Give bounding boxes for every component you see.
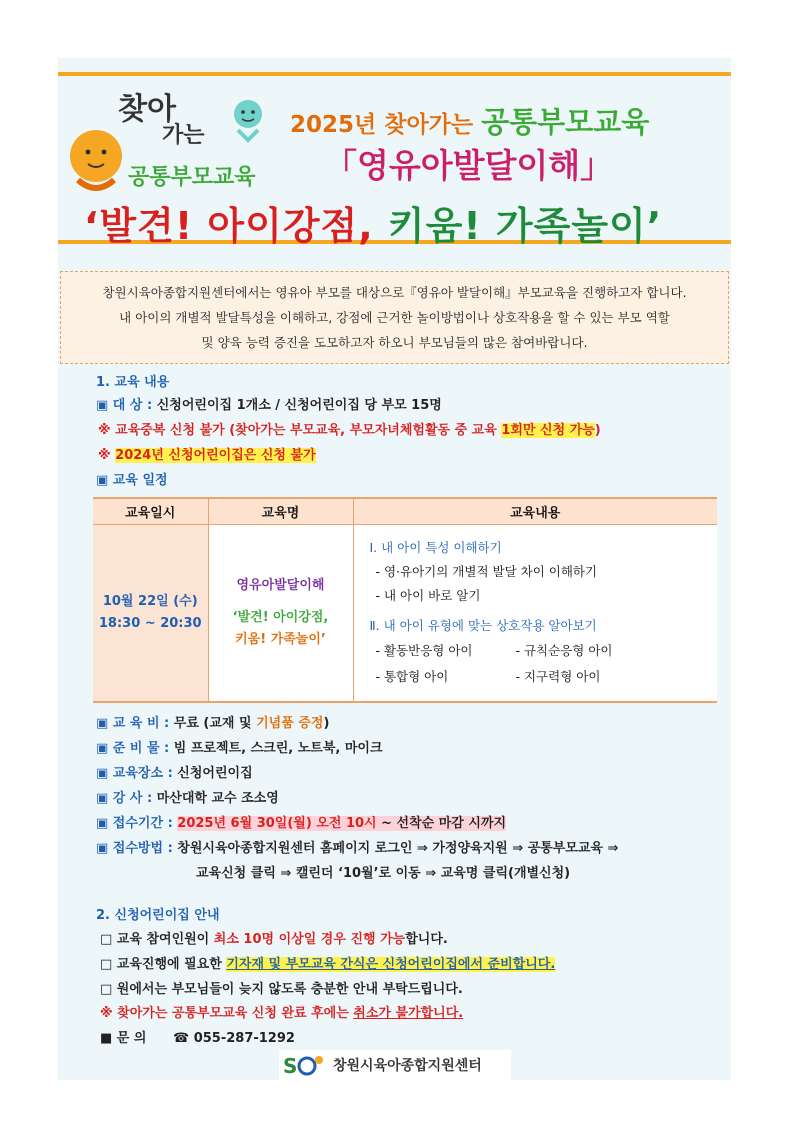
contact-phone: ☎ 055-287-1292	[172, 1031, 295, 1046]
intro-line-2: 내 아이의 개별적 발달특성을 이해하고, 강점에 근거한 놀이방법이나 상호작용을 할 수 있는 부모 역할	[119, 310, 670, 325]
place-value: 신청어린이집	[172, 766, 253, 781]
guide-item-4	[100, 1002, 463, 1021]
table-row	[93, 524, 717, 702]
table-header-row	[93, 498, 717, 524]
place-label: ▣ 교육장소 :	[96, 766, 173, 781]
guide2-text: □ 교육진행에 필요한	[100, 957, 227, 972]
intro-box	[60, 271, 729, 364]
guide-item-2	[100, 953, 555, 972]
logo-text-1: 찾아	[118, 92, 176, 127]
fee-gift: 기념품 증정	[256, 716, 324, 731]
method-line-1: 창원시육아종합지원센터 홈페이지 로그인 ⇒ 가정양육지원 ⇒ 공통부모교육 ⇒	[172, 841, 619, 856]
method-row	[96, 837, 618, 856]
header-content: 교육내용	[353, 498, 717, 524]
part2-item: - 활동반응형 아이	[375, 642, 473, 658]
period-start: 2025년 6월 30일(월) 오전 10시	[177, 816, 377, 831]
guide4-underline: 취소가 불가합니다.	[353, 1006, 464, 1021]
guide1-text: □ 교육 참여인원이	[100, 932, 214, 947]
contact-label: ■ 문 의	[100, 1031, 147, 1046]
target-value: 신청어린이집 1개소 / 신청어린이집 당 부모 15명	[152, 398, 442, 413]
part2-row	[370, 638, 718, 664]
title-subtitle: 「영유아발달이해」	[324, 146, 614, 185]
course-name: 영유아발달이해	[236, 578, 325, 594]
note-2024	[98, 444, 316, 463]
fee-row	[96, 712, 329, 731]
part2-row	[370, 664, 718, 690]
target-label: ▣ 대 상 :	[96, 398, 153, 413]
section2-title: 2. 신청어린이집 안내	[96, 908, 220, 923]
program-logo	[66, 84, 281, 196]
cell-name	[208, 524, 353, 702]
date-text: 10월 22일 (수)	[102, 593, 198, 609]
note-duplicate	[98, 419, 601, 438]
fee-label: ▣ 교 육 비 :	[96, 716, 170, 731]
note1-highlight: 1회만 신청 가능	[501, 423, 595, 438]
lecturer-value: 마산대학 교수 조소영	[152, 791, 279, 806]
target-row	[96, 394, 442, 413]
part2-title: Ⅱ. 내 아이 유형에 맞는 상호작용 알아보기	[369, 617, 597, 633]
place-row	[96, 762, 253, 781]
part1-title: Ⅰ. 내 아이 특성 이해하기	[369, 539, 502, 555]
header-date: 교육일시	[93, 498, 208, 524]
logo-text-3: 공통부모교육	[128, 165, 256, 190]
method-label: ▣ 접수방법 :	[96, 841, 173, 856]
method-line-2: 교육신청 클릭 ⇒ 캘린더 ‘10월’로 이동 ⇒ 교육명 클릭(개별신청)	[196, 866, 571, 881]
slogan-part1: ‘발견! 아이강점,	[84, 204, 388, 248]
title-slogan	[84, 195, 662, 250]
section1-title: 1. 교육 내용	[96, 375, 170, 390]
title-year-line	[290, 100, 649, 141]
lecturer-row	[96, 787, 279, 806]
footer-logo	[279, 1050, 511, 1080]
period-row	[96, 812, 506, 831]
guide1-end: 합니다.	[405, 932, 448, 947]
contact-row	[100, 1027, 295, 1046]
fee-close: )	[323, 716, 330, 731]
part2-item: - 규칙순응형 아이	[515, 642, 613, 658]
header-name: 교육명	[208, 498, 353, 524]
org-logo-icon	[283, 1052, 327, 1078]
prep-row	[96, 737, 383, 756]
note2-prefix: ※	[98, 448, 116, 463]
note2-highlight: 2024년 신청어린이집은 신청 불가	[115, 448, 316, 463]
logo-text-2: 가는	[162, 123, 205, 148]
title-program: 공통부모교육	[481, 105, 650, 139]
note1-text: ※ 교육중복 신청 불가 (찾아가는 부모교육, 부모자녀체험활동 중 교육	[98, 423, 502, 438]
period-label: ▣ 접수기간 :	[96, 816, 173, 831]
part2-item: - 통합형 아이	[375, 668, 449, 684]
intro-line-1: 창원시육아종합지원센터에서는 영유아 부모를 대상으로『영유아 발달이해』부모교육을 진행하고자 합니다.	[102, 285, 687, 300]
schedule-label: ▣ 교육 일정	[96, 473, 168, 488]
part1-item: - 내 아이 바로 알기	[375, 587, 481, 603]
prep-value: 빔 프로젝트, 스크린, 노트북, 마이크	[169, 741, 383, 756]
part2-item: - 지구력형 아이	[515, 668, 601, 684]
fee-value: 무료 (교재 및	[169, 716, 257, 731]
guide-item-3: □ 원에서는 부모님들이 늦지 않도록 충분한 안내 부탁드립니다.	[100, 982, 463, 997]
part1-item: - 영·유아기의 개별적 발달 차이 이해하기	[375, 563, 598, 579]
prep-label: ▣ 준 비 물 :	[96, 741, 170, 756]
title-year: 2025년 찾아가는	[290, 112, 482, 138]
guide1-red: 최소 10명 이상일 경우 진행 가능	[213, 932, 406, 947]
time-text: 18:30 ~ 20:30	[98, 615, 202, 631]
svg-text:S: S	[283, 1054, 298, 1078]
slogan-part2: 키움! 가족놀이’	[387, 204, 663, 248]
cell-date	[93, 524, 208, 702]
guide2-highlight: 기자재 및 부모교육 간식은 신청어린이집에서 준비합니다.	[226, 957, 556, 972]
cell-content	[353, 524, 717, 702]
note1-close: )	[594, 423, 601, 438]
org-name: 창원시육아종합지원센터	[333, 1058, 482, 1074]
lecturer-label: ▣ 강 사 :	[96, 791, 153, 806]
course-slogan-2: 키움! 가족놀이’	[235, 632, 326, 648]
guide-item-1	[100, 928, 448, 947]
period-end: ~ 선착순 마감 시까지	[376, 816, 507, 831]
schedule-table	[93, 497, 717, 703]
top-accent-bar	[58, 72, 731, 76]
guide4-text: ※ 찾아가는 공통부모교육 신청 완료 후에는	[100, 1006, 354, 1021]
intro-line-3: 및 양육 능력 증진을 도모하고자 하오니 부모님들의 많은 참여바랍니다.	[201, 335, 588, 350]
course-slogan-1: ‘발견! 아이강점,	[232, 610, 329, 626]
